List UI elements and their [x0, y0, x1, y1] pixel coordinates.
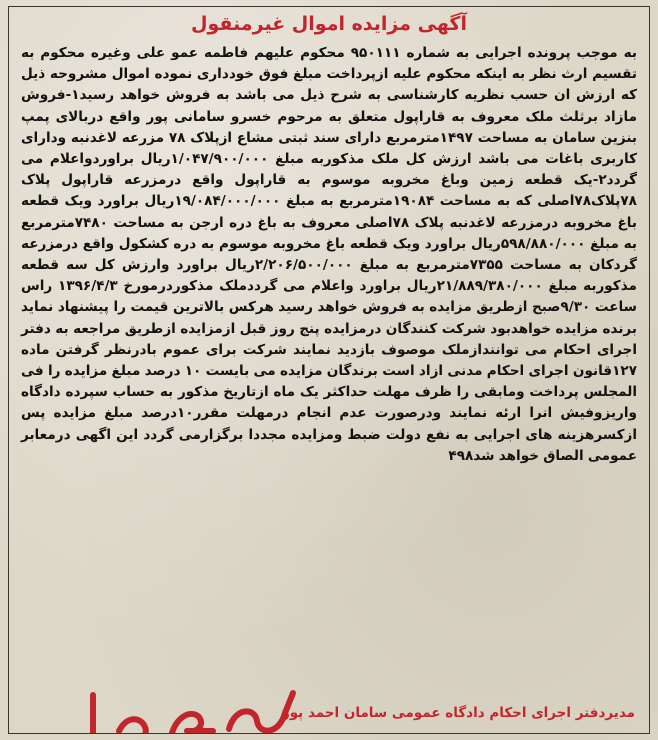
notice-signature: مدیردفتر اجرای احکام دادگاه عمومی سامان احمد پور: [281, 705, 635, 721]
notice-title: آگهی مزایده اموال غیرمنقول: [191, 13, 467, 35]
handwritten-number-mark: [79, 687, 309, 734]
auction-notice: [8, 6, 650, 734]
notice-body: به موجب پرونده اجرایی به شماره ۹۵۰۱۱۱ محکوم علیهم فاطمه عمو علی وغیره محکوم به تقسیم ارث نظر به اینکه محکوم علیه ازپرداخت مبلغ فوق خودداری نموده اموال مشروحه ذیل که ارزش ان حسب نظریه کارشناسی به شرح ذیل می باشد به فروش خواهد رسید۱-فروش مازاد برثلث ملک معروف به قاراپول متعلق به مرحوم خسرو سامانی پور واقع دربالای پمپ بنزین سامان به مساحت ۱۴۹۷مترمربع دارای سند ثبتی مشاع ازپلاک ۷۸ مزرعه لاغدنبه ودارای کاربری باغات می باشد ارزش کل ملک مذکوربه مبلغ ۱/۰۴۷/۹۰۰/۰۰۰ریال براوردواعلام می گردد۲-یک قطعه زمین وباغ مخروبه موسوم به قاراپول واقع درمزرعه قاراپول پلاک ۷۸پلاک۷۸اصلی که به مساحت ۱۹۰۸۴مترمربع به مبلغ ۱۹/۰۸۴/۰۰۰/۰۰۰ریال براورد ویک قطعه باغ مخروبه درمزرعه لاغدنبه پلاک ۷۸اصلی معروف به باغ دره ارجن به مساحت ۷۴۸۰مترمربع به مبلغ ۵۹۸/۸۸۰/۰۰۰ریال براورد ویک قطعه باغ مخروبه موسوم به دره کشکول واقع درمزرعه گردکان به مساحت ۷۳۵۵مترمربع به مبلغ ۲/۲۰۶/۵۰۰/۰۰۰ریال براورد وارزش کل سه قطعه مذکوربه مبلغ ۲۱/۸۸۹/۳۸۰/۰۰۰ریال براورد واعلام می گرددملک مذکوردرمورخ ۱۳۹۶/۴/۳ راس ساعت ۹/۳۰صبح ازطریق مزایده به فروش خواهد رسید هرکس بالاترین قیمت را پیشنهاد نماید برنده مزایده خواهدبود شرکت کنندگان درمزایده پنج روز قبل ازمزایده ازطریق مراجعه به دفتر اجرای احکام می توانندازملک موصوف بازدید نمایند شرکت برای عموم بادرنظر گرفتن ماده ۱۲۷قانون اجرای احکام مدنی ازاد است برندگان مزایده می بایست ۱۰ درصد مبلغ مزایده را فی المجلس پرداخت ومابقی را ظرف مهلت حداکثر یک ماه ازتاریخ مذکور به حساب سپرده دادگاه واریزوفیش انرا ارئه نمایند ودرصورت عدم انجام درمهلت مقرر۱۰درصد مبلغ مزایده پس ازکسرهزینه های اجرایی به نفع دولت ضبط ومزایده مجددا برگزارمی گردد این اگهی درمعابر عمومی الصاق خواهد شد۴۹۸: [21, 45, 637, 464]
